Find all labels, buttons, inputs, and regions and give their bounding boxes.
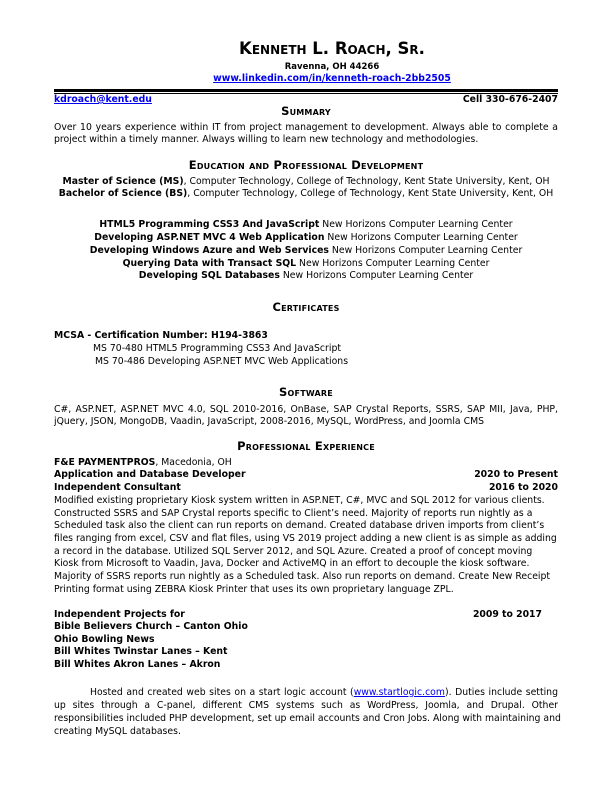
location: Ravenna, OH 44266 [284,62,380,72]
degree-detail: , Computer Technology, College of Technology, Kent State University, Kent, OH [183,176,550,187]
projects-paragraph-line: up sites through a C-panel, different CMS systems such as WordPress, Joomla, and Drupal. Other [54,700,558,711]
text: ). Duties include setting [444,687,558,698]
course-provider: New Horizons Computer Learning Center [319,219,513,230]
email-link[interactable]: kdroach@kent.edu [54,94,152,105]
course-name: Querying Data with Transact SQL [122,258,297,269]
company-name: F&E PAYMENTPROS [54,457,156,468]
course-item [54,232,558,244]
experience-heading: Professional Experience [237,439,375,453]
experience-line: Constructed SSRS and SAP Crystal reports specific to Client’s need. Majority of reports run nightly as a [54,508,533,519]
course-name: HTML5 Programming CSS3 And JavaScript [99,219,320,230]
experience-line: Modified existing proprietary Kiosk system written in ASP.NET, C#, MVC and SQL 2012 for various clients. [54,495,545,506]
course-provider: New Horizons Computer Learning Center [324,232,518,243]
summary-line: project within a timely manner. Always willing to learn new technology and methodologies. [54,134,479,145]
company [54,457,558,469]
degree-name: Bachelor of Science (BS) [58,188,188,199]
project-client: Ohio Bowling News [54,634,155,645]
certificates-heading: Certificates [272,300,340,314]
role-dates: 2016 to 2020 [488,482,558,493]
experience-line: files ranging from excel, CSV and flat files, using VS 2019 project adding a new client is as simple as adding [54,533,557,544]
linkedin-link[interactable]: www.linkedin.com/in/kenneth-roach-2bb2505 [213,73,451,84]
education-heading: Education and Professional Development [188,158,424,172]
projects-header [54,609,558,621]
degree-bs [54,188,558,200]
software-line: C#, ASP.NET, ASP.NET MVC 4.0, SQL 2010-2016, OnBase, SAP Crystal Reports, SSRS, SAP MII, Java, PHP, [54,404,558,415]
certificate-item: MS 70-486 Developing ASP.NET MVC Web Applications [95,356,349,367]
role-title: Independent Consultant [54,482,181,493]
candidate-name: Kenneth L. Roach, Sr. [239,39,425,58]
projects-paragraph-line: creating MySQL databases. [54,726,181,737]
certificate-item: MS 70-480 HTML5 Programming CSS3 And JavaScript [93,343,341,354]
experience-line: Scheduled task also the client can run reports on demand. Created database driven imports from client’s [54,520,545,531]
software-line: jQuery, JSON, MongoDB, Vaadin, JavaScript, 2008-2016, MySQL, WordPress, and Joomla CMS [54,416,485,427]
course-name: Developing Windows Azure and Web Services [89,245,329,256]
course-item [54,258,558,270]
experience-line: Kiosk from Microsoft to Vaadin, Java, Docker and ActiveMQ in an effort to decouple the kiosk software. [54,558,530,569]
role-item [54,482,558,494]
course-provider: New Horizons Computer Learning Center [296,258,490,269]
header-divider [54,89,558,92]
projects-title: Independent Projects for [54,609,185,620]
role-item [54,469,558,481]
software-heading: Software [279,385,333,399]
experience-line: Printing format using ZEBRA Kiosk Printer that uses its own proprietary language ZPL. [54,584,454,595]
summary-line: Over 10 years experience within IT from project management to development. Always able to complete a [54,122,558,133]
course-name: Developing ASP.NET MVC 4 Web Application [94,232,325,243]
projects-paragraph-line: responsibilities included PHP development, set up email accounts and Cron Jobs. Along with maintaining and [54,713,561,724]
startlogic-link[interactable]: www.startlogic.com [353,687,445,698]
course-provider: New Horizons Computer Learning Center [279,270,474,281]
role-dates: 2020 to Present [474,469,558,480]
projects-dates: 2009 to 2017 [472,609,542,620]
project-client: Bill Whites Akron Lanes – Akron [54,659,221,670]
project-client: Bill Whites Twinstar Lanes – Kent [54,646,228,657]
course-provider: New Horizons Computer Learning Center [328,245,523,256]
experience-line: Majority of SSRS reports run nightly as a Scheduled task. Also run reports on demand. Create New Receipt [54,571,551,582]
degree-name: Master of Science (MS) [62,176,184,187]
degree-detail: , Computer Technology, College of Technology, Kent State University, Kent, OH [187,188,554,199]
project-client: Bible Believers Church – Canton Ohio [54,621,248,632]
projects-paragraph-line [90,687,558,699]
course-item [54,270,558,282]
mcsa-certification: MCSA - Certification Number: H194-3863 [54,330,268,341]
summary-heading: Summary [281,104,331,118]
course-item [54,245,558,257]
role-title: Application and Database Developer [54,469,246,480]
course-item [54,219,558,231]
course-name: Developing SQL Databases [138,270,280,281]
degree-ms [54,176,558,188]
experience-line: a record in the database. Utilized SQL Server 2012, and SQL Azure. Created a proof of concept moving [54,546,533,557]
text: Hosted and created web sites on a start logic account ( [90,687,354,698]
phone: Cell 330-676-2407 [462,94,558,105]
company-location: , Macedonia, OH [155,457,232,468]
